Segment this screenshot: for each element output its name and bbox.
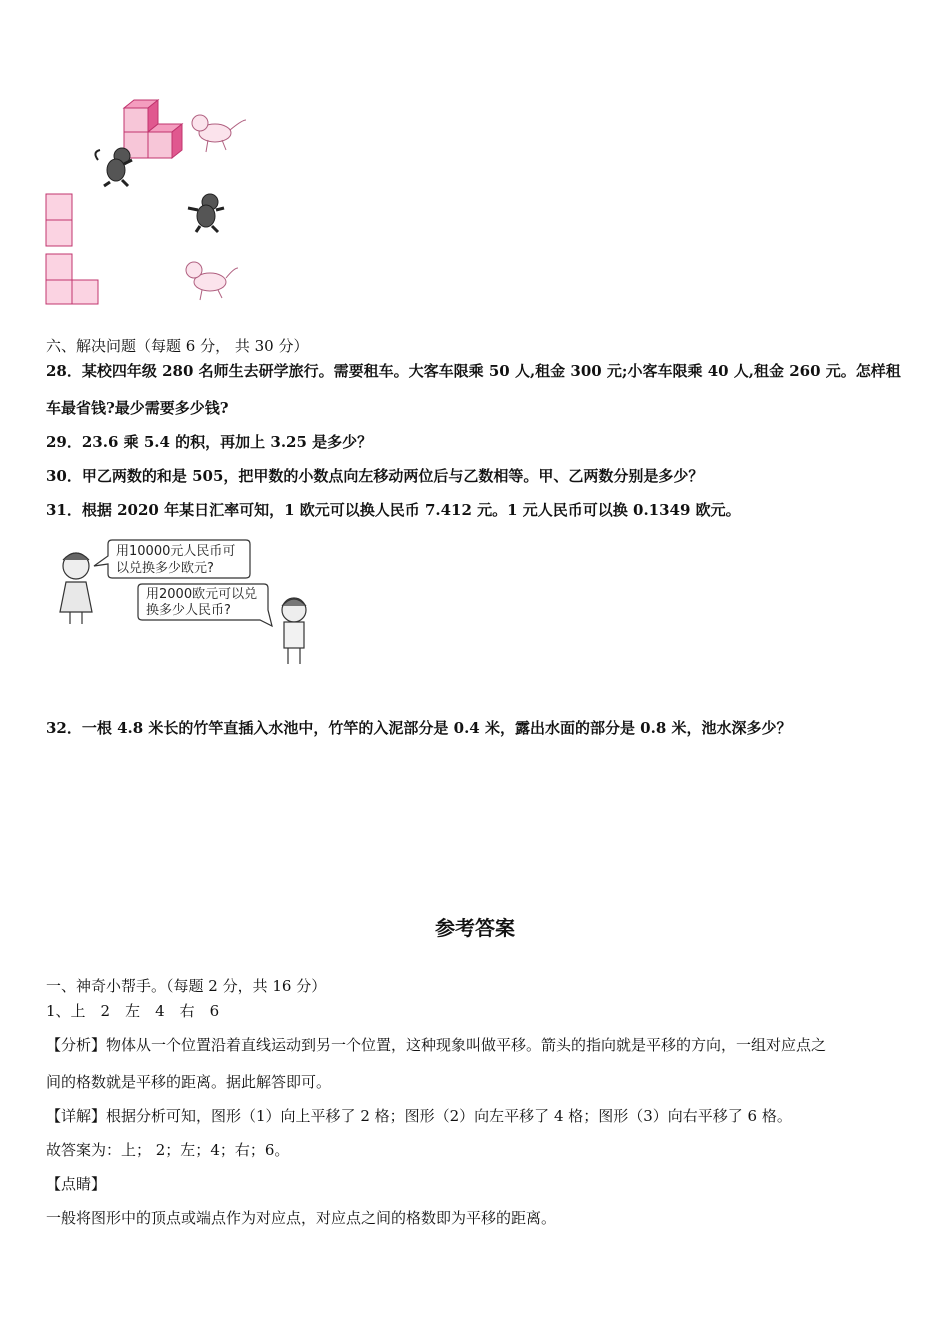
speech-bubble-1: [94, 540, 250, 578]
monkey-icon: [95, 148, 132, 186]
side-view-squares: [46, 254, 98, 304]
monkey-icon: [188, 194, 224, 232]
bubble-1-line1: 用10000元人民币可: [116, 544, 236, 559]
section-6-heading: 六、解决问题（每题 6 分， 共 30 分）: [46, 337, 309, 355]
bubble-2-line2: 换多少人民币?: [146, 603, 231, 618]
pink-cube-stack-icon: [124, 100, 182, 158]
answers-title: 参考答案: [435, 916, 515, 940]
front-view-squares: [46, 194, 72, 246]
question-28-line2: 车最省钱?最少需要多少钱?: [46, 399, 229, 417]
girl-icon: [60, 553, 92, 624]
dog-icon: [192, 115, 246, 152]
boy-icon: [282, 598, 306, 664]
analysis-line2: 间的格数就是平移的距离。据此解答即可。: [46, 1073, 332, 1091]
detail-text: 【详解】根据分析可知，图形（1）向上平移了 2 格；图形（2）向左平移了 4 格；图形（3）向右平移了 6 格。: [46, 1107, 792, 1125]
comment-text: 一般将图形中的顶点或端点作为对应点，对应点之间的格数即为平移的距离。: [46, 1209, 557, 1227]
answer-1: 1、上 2 左 4 右 6: [46, 1002, 220, 1020]
exchange-figure: [50, 530, 330, 675]
final-answer: 故答案为：上； 2；左；4；右；6。: [46, 1141, 290, 1159]
question-29: 29．23.6 乘 5.4 的积，再加上 3.25 是多少？: [46, 433, 373, 451]
question-28-line1: 28．某校四年级 280 名师生去研学旅行。需要租车。大客车限乘 50 人,租金 300 元;小客车限乘 40 人,租金 260 元。怎样租: [46, 362, 901, 380]
bubble-1-line2: 以兑换多少欧元?: [116, 561, 214, 576]
comment-label: 【点睛】: [46, 1175, 107, 1193]
dog-icon: [186, 262, 238, 300]
question-30: 30．甲乙两数的和是 505，把甲数的小数点向左移动两位后与乙数相等。甲、乙两数分别是多少？: [46, 467, 704, 485]
answers-section-1-heading: 一、神奇小帮手。（每题 2 分，共 16 分）: [46, 977, 327, 995]
speech-bubble-2: [138, 584, 272, 626]
bubble-2-line1: 用2000欧元可以兑: [146, 587, 258, 602]
question-31: 31．根据 2020 年某日汇率可知，1 欧元可以换人民币 7.412 元。1 元人民币可以换 0.1349 欧元。: [46, 501, 741, 519]
views-figure: [40, 90, 270, 315]
question-32: 32．一根 4.8 米长的竹竿直插入水池中，竹竿的入泥部分是 0.4 米，露出水面的部分是 0.8 米，池水深多少？: [46, 719, 792, 737]
analysis-line1: 【分析】物体从一个位置沿着直线运动到另一个位置，这种现象叫做平移。箭头的指向就是平移的方向，一组对应点之: [46, 1036, 827, 1054]
